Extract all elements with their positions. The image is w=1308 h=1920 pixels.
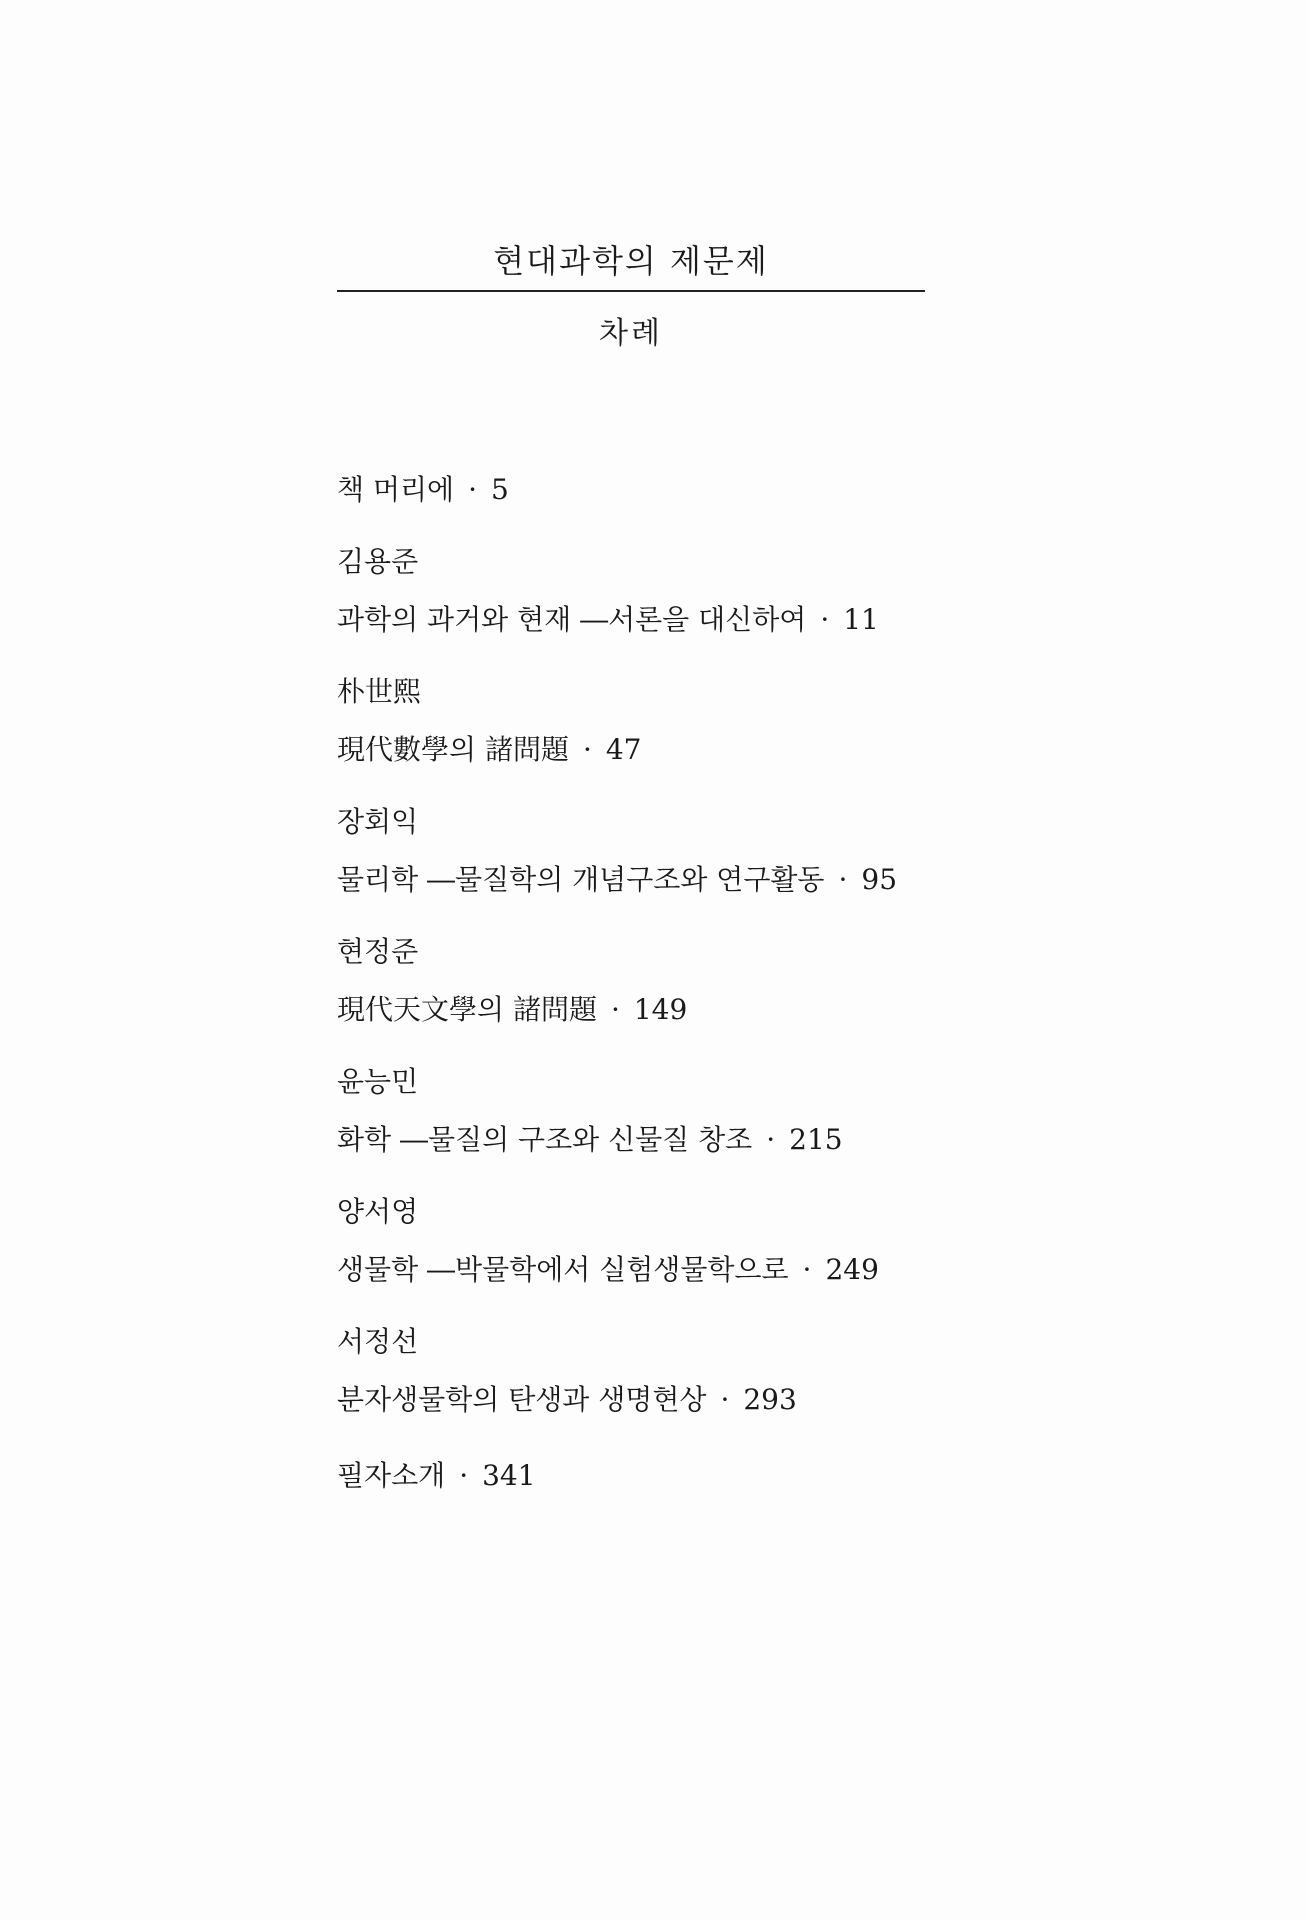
- entry-title: 과학의 과거와 현재 ―서론을 대신하여: [337, 603, 807, 636]
- entry-page: 293: [743, 1383, 797, 1416]
- entry-author: 김용준: [337, 545, 419, 578]
- toc-entry: [337, 1380, 1157, 1420]
- entry-author: 현정준: [337, 935, 419, 968]
- entry-author: 장회익: [337, 805, 419, 838]
- entry-page: 149: [633, 993, 688, 1026]
- entry-separator: ·: [820, 603, 830, 636]
- title-rule: [337, 290, 925, 292]
- book-title: 현대과학의 제문제: [493, 242, 769, 280]
- entry-separator: ·: [766, 1123, 776, 1156]
- entry-title: 화학 ―물질의 구조와 신물질 창조: [337, 1123, 753, 1156]
- toc-entry: [337, 730, 1157, 770]
- toc-entry: [337, 1250, 1157, 1290]
- table-of-contents: [337, 470, 1157, 1496]
- entry-title: 現代天文學의 諸問題: [337, 993, 597, 1026]
- entry-separator: ·: [582, 733, 592, 766]
- entry-page: 215: [789, 1123, 843, 1156]
- toc-entry: [337, 860, 1157, 900]
- entry-author: 윤능민: [337, 1065, 419, 1098]
- toc-entry-preface: [337, 470, 1157, 510]
- entry-title: 필자소개: [337, 1459, 446, 1492]
- entry-author: 양서영: [337, 1195, 419, 1228]
- entry-separator: ·: [802, 1253, 812, 1286]
- entry-page: 341: [482, 1459, 536, 1492]
- entry-separator: ·: [468, 473, 477, 506]
- entry-page: 95: [861, 863, 898, 896]
- entry-title: 생물학 ―박물학에서 실험생물학으로: [337, 1253, 789, 1286]
- entry-author: 朴世熙: [337, 675, 422, 708]
- entry-page: 5: [491, 473, 509, 506]
- entry-separator: ·: [838, 863, 848, 896]
- entry-title: 책 머리에: [337, 473, 455, 506]
- entry-separator: ·: [459, 1459, 469, 1492]
- entry-separator: ·: [720, 1383, 730, 1416]
- entry-page: 249: [825, 1253, 879, 1286]
- entry-title: 물리학 ―물질학의 개념구조와 연구활동: [337, 863, 825, 896]
- entry-page: 11: [843, 603, 879, 636]
- toc-entry: [337, 600, 1157, 640]
- toc-entry: [337, 1120, 1157, 1160]
- page-header: [337, 236, 925, 354]
- toc-heading: 차례: [599, 316, 663, 351]
- entry-page: 47: [605, 733, 642, 766]
- entry-separator: ·: [610, 993, 620, 1026]
- toc-entry-contributors: [337, 1456, 1157, 1496]
- toc-entry: [337, 990, 1157, 1030]
- entry-title: 분자생물학의 탄생과 생명현상: [337, 1383, 707, 1416]
- entry-title: 現代數學의 諸問題: [337, 733, 569, 766]
- entry-author: 서정선: [337, 1325, 419, 1358]
